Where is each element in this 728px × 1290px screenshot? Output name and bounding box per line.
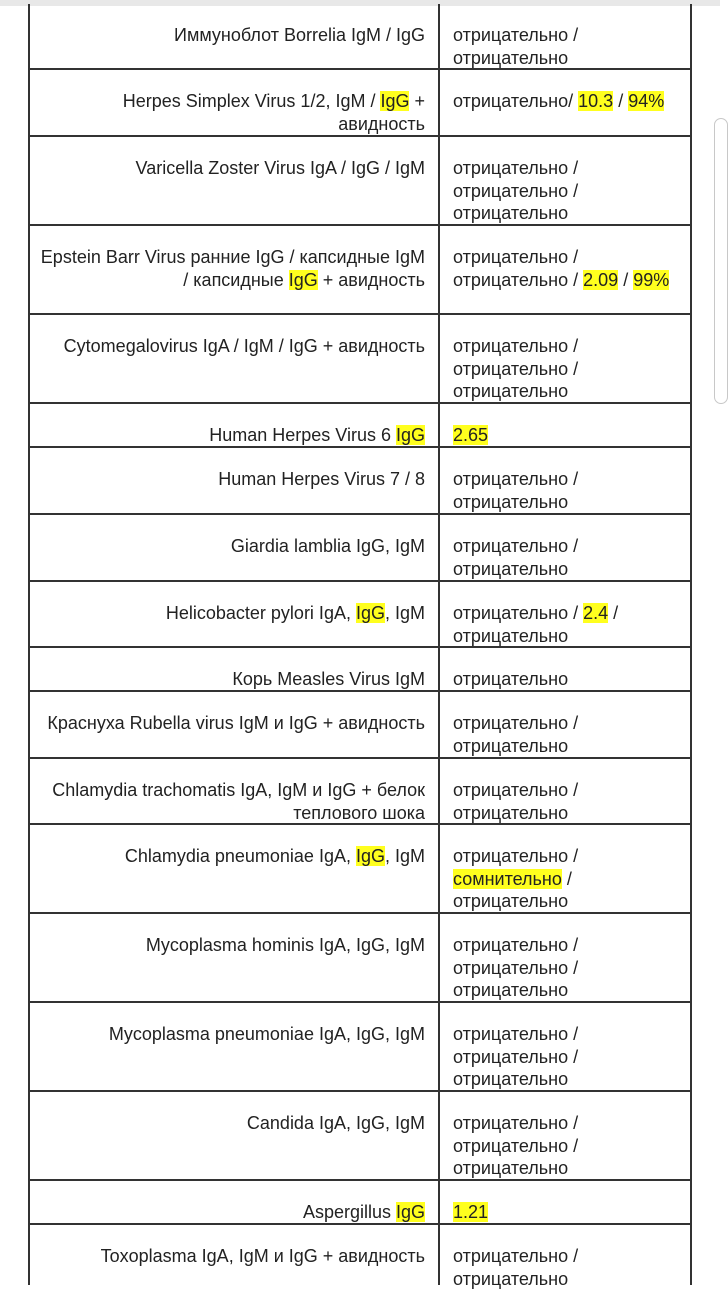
test-name-cell [30,404,440,446]
result-cell [440,759,690,823]
table-row [30,70,690,137]
table-row [30,692,690,759]
cell-text: Корь Measles Virus IgM [232,669,425,689]
cell-text: Иммуноблот Borrelia IgM / IgG [174,25,425,45]
cell-text: отрицательно / отрицательно [453,1246,579,1289]
highlighted-text: IgG [380,91,410,111]
test-name-cell [30,759,440,823]
test-name-cell [30,914,440,1001]
result-cell [440,582,690,646]
test-name-cell [30,825,440,912]
result-cell [440,692,690,757]
scrollbar-handle[interactable] [714,118,728,404]
test-name-cell [30,515,440,580]
result-cell [440,137,690,224]
cell-text: Candida IgA, IgG, IgM [246,1113,425,1133]
cell-text: Human Herpes Virus 6 [209,425,396,445]
highlighted-text: 2.65 [453,425,489,445]
table-row [30,1225,690,1289]
cell-text: Chlamydia pneumoniae IgA, [124,846,356,866]
highlighted-text: сомнительно [453,868,562,889]
cell-text: Epstein Barr Virus ранние IgG / капсидные IgM / капсидные [40,247,425,290]
result-cell [440,1092,690,1179]
table-row [30,914,690,1003]
table-row [30,759,690,825]
highlighted-text: 2.09 [583,269,619,290]
cell-text: отрицательно / отрицательно / отрицательно [453,336,579,401]
cell-text: отрицательно / отрицательно / отрицательно [453,935,579,1000]
highlighted-text: IgG [395,425,425,445]
cell-text: отрицательно / отрицательно / [453,247,584,290]
cell-text: отрицательно / отрицательно / отрицательно [453,1024,579,1089]
result-cell [440,515,690,580]
test-name-cell [30,1092,440,1179]
table-row [30,404,690,448]
cell-text: Chlamydia trachomatis IgA, IgM и IgG + белок теплового шока [52,780,425,823]
cell-text: , IgM [384,603,425,623]
result-cell [440,1225,690,1289]
cell-text: Cytomegalovirus IgA / IgM / IgG + авидность [63,336,425,356]
cell-text: отрицательно / отрицательно [453,536,579,579]
table-row [30,582,690,648]
result-cell [440,825,690,912]
test-name-cell [30,70,440,135]
test-name-cell [30,137,440,224]
cell-text: + авидность [338,91,425,134]
cell-text: отрицательно [453,669,569,689]
highlighted-text: IgG [288,269,318,290]
cell-text: отрицательно / отрицательно / отрицательно [453,1113,579,1178]
cell-text: Mycoplasma hominis IgA, IgG, IgM [145,935,425,955]
table-row [30,1003,690,1092]
result-cell [440,226,690,313]
cell-text: отрицательно / отрицательно [453,780,579,823]
table-row [30,825,690,914]
cell-text: , IgM [384,846,425,866]
cell-text: / отрицательно [453,603,619,646]
cell-text: Herpes Simplex Virus 1/2, IgM / [122,91,381,111]
cell-text: / [613,91,629,111]
test-name-cell [30,1181,440,1223]
highlighted-text: IgG [355,846,385,866]
table-row [30,448,690,515]
test-name-cell [30,4,440,68]
test-name-cell [30,582,440,646]
cell-text: / отрицательно [453,868,572,911]
cell-text: Mycoplasma pneumoniae IgA, IgG, IgM [108,1024,425,1044]
result-cell [440,70,690,135]
table-row [30,226,690,315]
table-row [30,315,690,404]
cell-text: Краснуха Rubella virus IgM и IgG + авидность [47,713,425,733]
results-table [28,4,692,1289]
cell-text: отрицательно / отрицательно [453,713,579,756]
cell-text: отрицательно / отрицательно [453,25,579,68]
result-cell [440,1181,690,1223]
test-name-cell [30,692,440,757]
result-cell [440,448,690,513]
highlighted-text: 10.3 [578,91,614,111]
table-row [30,1181,690,1225]
table-row [30,648,690,692]
highlighted-text: IgG [355,603,385,623]
test-name-cell [30,226,440,313]
highlighted-text: 94% [628,91,665,111]
cell-text: Aspergillus [302,1202,396,1222]
cell-text: Human Herpes Virus 7 / 8 [218,469,425,489]
result-cell [440,404,690,446]
test-name-cell [30,315,440,402]
result-cell [440,914,690,1001]
test-name-cell [30,648,440,690]
cell-text: Toxoplasma IgA, IgM и IgG + авидность [100,1246,425,1266]
cell-text: / [618,269,634,290]
table-row [30,4,690,70]
cell-text: отрицательно / [453,603,584,623]
table-row [30,1092,690,1181]
cell-text: Helicobacter pylori IgA, [165,603,356,623]
test-name-cell [30,448,440,513]
test-name-cell [30,1225,440,1285]
cell-text: + авидность [317,269,425,290]
table-row [30,137,690,226]
highlighted-text: 2.4 [583,603,609,623]
result-cell [440,1003,690,1090]
result-cell [440,315,690,402]
cell-text: отрицательно / отрицательно [453,469,579,512]
result-cell [440,4,690,68]
highlighted-text: IgG [395,1202,425,1222]
test-name-cell [30,1003,440,1090]
highlighted-text: 1.21 [453,1202,489,1222]
result-cell [440,648,690,690]
cell-text: Varicella Zoster Virus IgA / IgG / IgM [135,158,425,178]
table-row [30,515,690,582]
cell-text: Giardia lamblia IgG, IgM [230,536,425,556]
highlighted-text: 99% [633,269,670,290]
cell-text: отрицательно/ [453,91,579,111]
cell-text: отрицательно / [453,846,579,866]
cell-text: отрицательно / отрицательно / отрицательно [453,158,579,223]
